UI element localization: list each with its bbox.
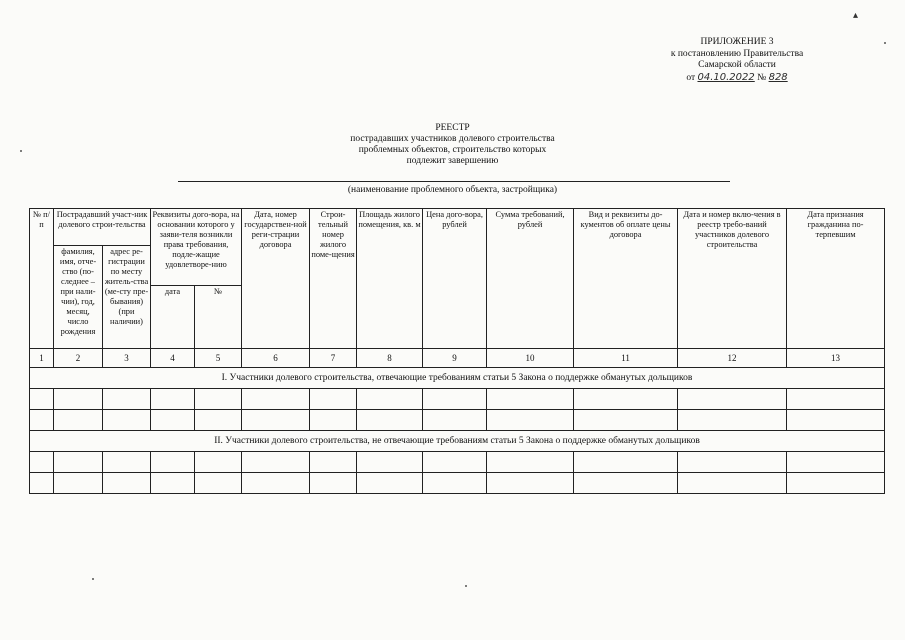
table-cell bbox=[310, 389, 357, 410]
column-number: 8 bbox=[357, 349, 423, 368]
appendix-date-prefix: от bbox=[686, 72, 696, 83]
table-cell bbox=[423, 410, 487, 431]
table-cell bbox=[195, 452, 242, 473]
header-col-12: Дата и номер вклю-чения в реестр требо-ваний участников долевого строительства bbox=[678, 209, 787, 349]
header-col-2-3: Пострадавший участ-ник долевого строи-тельства bbox=[54, 209, 151, 246]
header-col-11: Вид и реквизиты до-кументов об оплате цены договора bbox=[574, 209, 678, 349]
table-cell bbox=[487, 410, 574, 431]
column-number: 1 bbox=[30, 349, 54, 368]
table-cell bbox=[310, 410, 357, 431]
table-cell bbox=[787, 452, 885, 473]
header-col-7: Строи-тельный номер жилого поме-щения bbox=[310, 209, 357, 349]
table-cell bbox=[357, 452, 423, 473]
header-col-9: Цена дого-вора, рублей bbox=[423, 209, 487, 349]
appendix-resolution: к постановлению Правительства bbox=[670, 48, 804, 59]
appendix-date: 04.10.2022 bbox=[697, 71, 755, 83]
table-cell bbox=[242, 389, 310, 410]
table-cell bbox=[242, 473, 310, 494]
table-cell bbox=[30, 473, 54, 494]
table-cell bbox=[151, 452, 195, 473]
title-line-3: проблемных объектов, строительство которых bbox=[358, 145, 547, 155]
appendix-number: 828 bbox=[768, 71, 788, 83]
table-cell bbox=[30, 389, 54, 410]
table-cell bbox=[30, 410, 54, 431]
table-cell bbox=[195, 473, 242, 494]
table-row bbox=[30, 389, 885, 410]
table-cell bbox=[357, 389, 423, 410]
document-title bbox=[0, 123, 905, 167]
title-line-2: пострадавших участников долевого строительства bbox=[350, 134, 555, 144]
object-caption: (наименование проблемного объекта, застройщика) bbox=[347, 185, 558, 195]
scan-speck bbox=[92, 578, 94, 580]
column-number: 10 bbox=[487, 349, 574, 368]
table-cell bbox=[357, 410, 423, 431]
header-col-13: Дата признания гражданина по-терпевшим bbox=[787, 209, 885, 349]
table-cell bbox=[151, 473, 195, 494]
column-numbers-row bbox=[30, 349, 885, 368]
scan-speck bbox=[20, 150, 22, 152]
header-col-3: адрес ре-гистрации по месту житель-ства (ме-сту пре-бывания) (при наличии) bbox=[103, 246, 151, 349]
section-1-heading: I. Участники долевого строительства, отвечающие требованиям статьи 5 Закона о поддержке обманутых дольщиков bbox=[30, 368, 885, 389]
table-cell bbox=[423, 473, 487, 494]
header-col-2: фамилия, имя, отче-ство (по-следнее – при нали-чии), год, месяц, число рождения bbox=[54, 246, 103, 349]
table-cell bbox=[678, 452, 787, 473]
table-cell bbox=[487, 389, 574, 410]
table-cell bbox=[54, 389, 103, 410]
table-cell bbox=[357, 473, 423, 494]
table-cell bbox=[423, 452, 487, 473]
header-col-5: № bbox=[195, 286, 242, 349]
table-cell bbox=[151, 389, 195, 410]
table-cell bbox=[678, 473, 787, 494]
column-number: 5 bbox=[195, 349, 242, 368]
appendix-number-sign: № bbox=[757, 72, 767, 83]
table-cell bbox=[487, 452, 574, 473]
header-row-1 bbox=[30, 209, 885, 246]
section-2-heading: II. Участники долевого строительства, не отвечающие требованиям статьи 5 Закона о поддержке обманутых дольщиков bbox=[30, 431, 885, 452]
column-number: 13 bbox=[787, 349, 885, 368]
registry-table bbox=[29, 208, 885, 494]
table-cell bbox=[242, 452, 310, 473]
scan-speck bbox=[884, 42, 886, 44]
table-cell bbox=[310, 473, 357, 494]
scan-speck bbox=[465, 585, 467, 587]
column-number: 6 bbox=[242, 349, 310, 368]
column-number: 2 bbox=[54, 349, 103, 368]
appendix-date-row bbox=[617, 72, 857, 85]
table-cell bbox=[787, 389, 885, 410]
table-cell bbox=[30, 452, 54, 473]
table-cell bbox=[574, 410, 678, 431]
table-cell bbox=[310, 452, 357, 473]
header-col-8: Площадь жилого помещения, кв. м bbox=[357, 209, 423, 349]
table-cell bbox=[787, 473, 885, 494]
table-row bbox=[30, 410, 885, 431]
table-cell bbox=[574, 473, 678, 494]
table-cell bbox=[103, 410, 151, 431]
table-cell bbox=[103, 389, 151, 410]
header-col-1: № п/п bbox=[30, 209, 54, 349]
title-line-4: подлежит завершению bbox=[406, 156, 499, 166]
section-row-2 bbox=[30, 431, 885, 452]
table-cell bbox=[195, 410, 242, 431]
table-cell bbox=[574, 452, 678, 473]
header-col-6: Дата, номер государствен-ной реги-страции договора bbox=[242, 209, 310, 349]
column-number: 7 bbox=[310, 349, 357, 368]
column-number: 11 bbox=[574, 349, 678, 368]
table-cell bbox=[487, 473, 574, 494]
table-cell bbox=[103, 452, 151, 473]
header-col-4: дата bbox=[151, 286, 195, 349]
table-cell bbox=[787, 410, 885, 431]
table-cell bbox=[54, 473, 103, 494]
table-row bbox=[30, 452, 885, 473]
appendix-region: Самарской области bbox=[698, 60, 776, 70]
column-number: 12 bbox=[678, 349, 787, 368]
table-cell bbox=[678, 389, 787, 410]
table-cell bbox=[242, 410, 310, 431]
table-cell bbox=[423, 389, 487, 410]
table-cell bbox=[678, 410, 787, 431]
object-name-line bbox=[178, 181, 730, 182]
table-cell bbox=[574, 389, 678, 410]
table-cell bbox=[54, 452, 103, 473]
table-cell bbox=[195, 389, 242, 410]
title-registry: РЕЕСТР bbox=[435, 123, 470, 133]
table-cell bbox=[151, 410, 195, 431]
appendix-label: ПРИЛОЖЕНИЕ 3 bbox=[700, 37, 774, 47]
table-cell bbox=[54, 410, 103, 431]
section-row-1 bbox=[30, 368, 885, 389]
column-number: 3 bbox=[103, 349, 151, 368]
table-row bbox=[30, 473, 885, 494]
header-col-10: Сумма требований, рублей bbox=[487, 209, 574, 349]
header-col-4-5: Реквизиты дого-вора, на основании которого у заяви-теля возникли права требования, подле-жащие удовлетворе-нию bbox=[151, 209, 242, 286]
column-number: 4 bbox=[151, 349, 195, 368]
column-number: 9 bbox=[423, 349, 487, 368]
scan-mark: ▴ bbox=[853, 10, 859, 21]
appendix-block bbox=[617, 37, 857, 84]
table-cell bbox=[103, 473, 151, 494]
